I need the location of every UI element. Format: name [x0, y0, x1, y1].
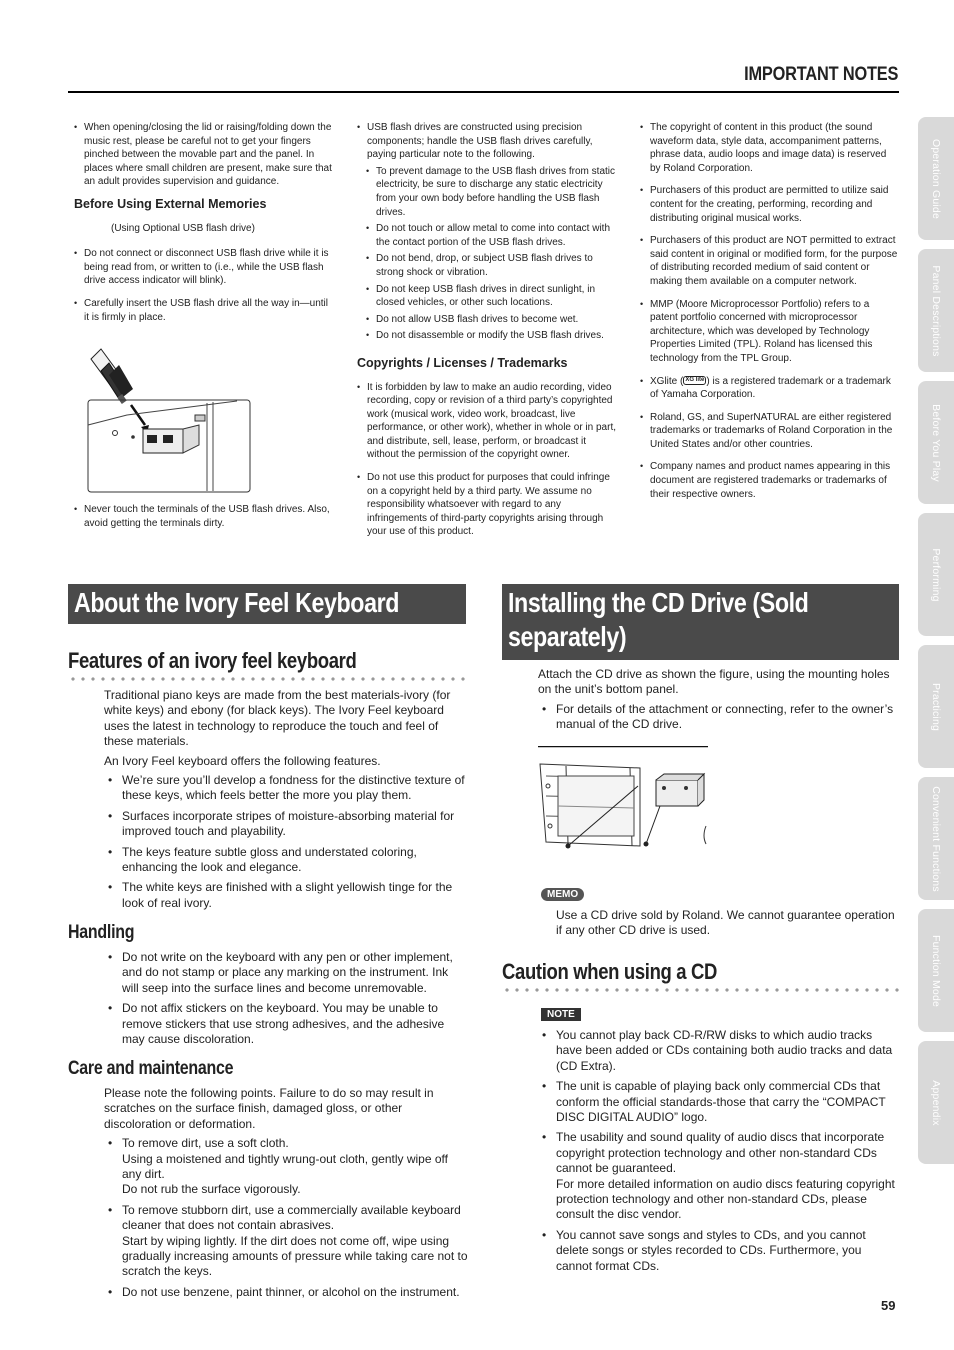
- notes-column-2: [357, 121, 617, 548]
- tab-label: Before You Play: [930, 403, 942, 482]
- note-item: • Do not use this product for purposes that could infringe on a copyright held by a third party. We assume no responsibility whatsoever with regard to any infringements of third-party copyrights arising through your use of this product.: [357, 471, 617, 539]
- handling-item: • Do not affix stickers on the keyboard. You may be unable to remove stickers that use strong adhesives, and the adhesive may cause discoloration.: [104, 1001, 468, 1047]
- tab-appendix[interactable]: [918, 1041, 954, 1164]
- note-item: • Never touch the terminals of the USB flash drives. Also, avoid getting the terminals dirty.: [74, 503, 332, 530]
- note-subitem: • Do not bend, drop, or subject USB flash drives to strong shock or vibration.: [357, 252, 617, 279]
- xglite-text-a: XGlite (: [650, 375, 684, 387]
- features-heading: [68, 648, 411, 674]
- cd-bullet: • For details of the attachment or connecting, refer to the owner’s manual of the CD drive.: [538, 702, 900, 733]
- memo-text: Use a CD drive sold by Roland. We cannot guarantee operation if any other CD drive is used.: [556, 908, 895, 938]
- cd-intro-body: [538, 667, 900, 738]
- caution-item: [538, 1130, 900, 1222]
- memo-label: MEMO: [541, 888, 584, 901]
- notes-column-1b: [74, 503, 332, 539]
- care-line: Start by wiping lightly. If the dirt does not come off, wipe using gradually increasing amounts of pressure while taking care not to scratch the keys.: [122, 1233, 468, 1279]
- dotted-rule: [68, 677, 466, 681]
- usb-flash-drive-icon: [91, 349, 133, 404]
- note-subitem: • Do not keep USB flash drives in direct sunlight, in closed vehicles, or other such locations.: [357, 283, 617, 310]
- care-item: • Do not use benzene, paint thinner, or alcohol on the instrument.: [104, 1285, 468, 1300]
- paragraph: An Ivory Feel keyboard offers the following features.: [104, 753, 381, 768]
- care-item: [104, 1136, 468, 1198]
- note-item: • Purchasers of this product are permitted to utilize said content for the creating, performing, recording and distributing original musical works.: [640, 184, 898, 225]
- note-subitem: • To prevent damage to the USB flash drives from static electricity, be sure to discharge any static electricity from your own body before handling the USB flash drives.: [357, 165, 617, 219]
- ivory-banner-title: About the Ivory Feel Keyboard: [74, 587, 400, 618]
- care-line: To remove stubborn dirt, use a commercially available keyboard cleaner that does not contain abrasives.: [122, 1202, 461, 1233]
- caution-heading-text: Caution when using a CD: [502, 959, 718, 984]
- ivory-section-banner: [68, 584, 466, 624]
- feature-item: • The keys feature subtle gloss and understated coloring, enhancing the look and elegance.: [104, 845, 468, 876]
- handling-heading: [68, 922, 147, 944]
- section-header-title: IMPORTANT NOTES: [743, 64, 898, 85]
- feature-item: • Surfaces incorporate stripes of moisture-absorbing material for improved touch and playability.: [104, 809, 468, 840]
- tab-function-mode[interactable]: [918, 909, 954, 1032]
- tab-before-you-play[interactable]: [918, 381, 954, 504]
- caution-item: • You cannot save songs and styles to CDs, and you cannot delete songs or styles recorded to CDs. Furthermore, you cannot format CDs.: [538, 1228, 900, 1274]
- tab-label: Function Mode: [930, 934, 942, 1007]
- note-item: • USB flash drives are constructed using precision components; handle the USB flash drives carefully, paying particular note to the following.: [357, 121, 617, 162]
- notes-column-3: [640, 121, 898, 510]
- note-subitem: • Do not disassemble or modify the USB flash drives.: [357, 329, 617, 343]
- tab-panel-descriptions[interactable]: [918, 249, 954, 372]
- subsection-subtitle: (Using Optional USB flash drive): [111, 222, 255, 234]
- tab-label: Panel Descriptions: [930, 264, 942, 357]
- caution-body: [538, 1028, 900, 1279]
- care-item: [104, 1203, 468, 1280]
- page-number: 59: [881, 1298, 896, 1313]
- caution-heading: [502, 959, 758, 985]
- handling-item: • Do not write on the keyboard with any pen or other implement, and do not stamp or place any marking on the instrument. Ink will seep into the surface lines and become unremovable.: [104, 950, 468, 996]
- note-item: • Roland, GS, and SuperNATURAL are either registered trademarks or trademarks of Roland Corporation in the United States and/or other countries.: [640, 411, 898, 452]
- care-line: Do not rub the surface vigorously.: [122, 1182, 301, 1197]
- cd-banner-line1: Installing the CD Drive (Sold: [508, 587, 809, 618]
- cd-banner-line2: separately): [508, 621, 627, 652]
- cd-drive-mounting-illustration: [538, 746, 710, 850]
- tab-label: Operation Guide: [930, 138, 942, 219]
- memo-body: [556, 908, 900, 943]
- subsection-heading: Copyrights / Licenses / Trademarks: [357, 355, 568, 370]
- handling-body: [104, 950, 468, 1052]
- handling-heading-text: Handling: [68, 922, 135, 943]
- note-subitem: • Do not allow USB flash drives to become wet.: [357, 313, 617, 327]
- feature-item: • The white keys are finished with a slight yellowish tinge for the look of real ivory.: [104, 880, 468, 911]
- care-heading-text: Care and maintenance: [68, 1058, 234, 1079]
- note-subitem: • Do not touch or allow metal to come into contact with the contact portion of the USB flash drives.: [357, 222, 617, 249]
- tab-performing[interactable]: [918, 513, 954, 636]
- note-item: • Purchasers of this product are NOT permitted to extract said content in original or modified form, for the purpose of distributing recorded medium of said content or making them available on a computer network.: [640, 234, 898, 288]
- tab-label: Appendix: [930, 1079, 942, 1126]
- care-body: [104, 1086, 468, 1305]
- dotted-rule: [502, 988, 900, 992]
- care-line: Using a moistened and tightly wrung-out cloth, gently wipe off any dirt.: [122, 1151, 448, 1182]
- caution-item: • The unit is capable of playing back only commercial CDs that conform the official standards-those that carry the “COMPACT DISC DIGITAL AUDIO” logo.: [538, 1079, 900, 1125]
- tab-label: Convenient Functions: [930, 785, 942, 892]
- note-item: • Do not connect or disconnect USB flash drive while it is being read from, or written to (i.e., while the USB flash drive access indicator will blink).: [74, 247, 332, 288]
- tab-label: Performing: [930, 547, 942, 602]
- note-item: • Company names and product names appearing in this document are registered trademarks or trademarks of their respective owners.: [640, 460, 898, 501]
- note-item: • When opening/closing the lid or raising/folding down the music rest, please be careful not to get your fingers pinched between the movable part and the panel. In places where small children are present, make sure that an adult provides supervision and guidance.: [74, 121, 332, 189]
- subsection-heading: Before Using External Memories: [74, 196, 267, 211]
- note-item: • MMP (Moore Microprocessor Portfolio) refers to a patent portfolio concerned with microprocessor architecture, which was developed by Technology Properties Limited (TPL). Roland has licensed this technology from the TPL Group.: [640, 298, 898, 366]
- caution-item: • You cannot play back CD-R/RW disks to which audio tracks have been added or CDs containing both audio tracks and data (CD Extra).: [538, 1028, 900, 1074]
- care-heading: [68, 1058, 265, 1080]
- caution-line: For more detailed information on audio discs featuring copyright protection technology and other non-standard CDs, please consult the disc vendor.: [556, 1176, 895, 1222]
- note-item: • It is forbidden by law to make an audio recording, video recording, copy or revision of a third party’s copyrighted work (musical work, video work, broadcast, live performance, or other work), whether in whole or in part, and distribute, sell, lease, perform, or broadcast it without the permission of the copyright owner.: [357, 381, 617, 463]
- feature-item: • We’re sure you’ll develop a fondness for the distinctive texture of these keys, which feels better the more you play them.: [104, 773, 468, 804]
- paragraph: Traditional piano keys are made from the best materials-ivory (for white keys) and ebony (for black keys). The Ivory Feel keyboard uses the latest in technology to reproduce the touch and feel of these materials.: [104, 688, 451, 749]
- tab-operation-guide[interactable]: [918, 117, 954, 240]
- paragraph: Please note the following points. Failure to do so may result in scratches on the surface finish, damaged gloss, or other discoloration or deformation.: [104, 1086, 434, 1131]
- tab-practicing[interactable]: [918, 645, 954, 768]
- usb-insert-illustration: [87, 345, 252, 493]
- xglite-text-b: ) is a registered trademark or a trademark of Yamaha Corporation.: [650, 375, 891, 401]
- tab-convenient-functions[interactable]: [918, 777, 954, 900]
- paragraph: Attach the CD drive as shown the figure, using the mounting holes on the unit’s bottom panel.: [538, 667, 890, 697]
- header-rule: [68, 91, 899, 93]
- notes-column-1: [74, 121, 332, 333]
- note-item: • Carefully insert the USB flash drive all the way in—until it is firmly in place.: [74, 297, 332, 324]
- note-item-xglite: [640, 375, 898, 402]
- care-line: To remove dirt, use a soft cloth.: [122, 1136, 289, 1151]
- xglite-logo: XG lite: [685, 377, 705, 384]
- tab-label: Practicing: [930, 682, 942, 731]
- note-label: NOTE: [541, 1008, 581, 1021]
- cd-section-banner: [502, 584, 899, 660]
- caution-line: The usability and sound quality of audio discs that incorporate copyright protection technology and other non-standard CDs cannot be guaranteed.: [556, 1130, 885, 1176]
- features-body: [104, 688, 468, 916]
- features-heading-text: Features of an ivory feel keyboard: [68, 648, 357, 673]
- note-item: • The copyright of content in this product (the sound waveform data, style data, accompaniment patterns, phrase data, audio loops and image data) is reserved by Roland Corporation.: [640, 121, 898, 175]
